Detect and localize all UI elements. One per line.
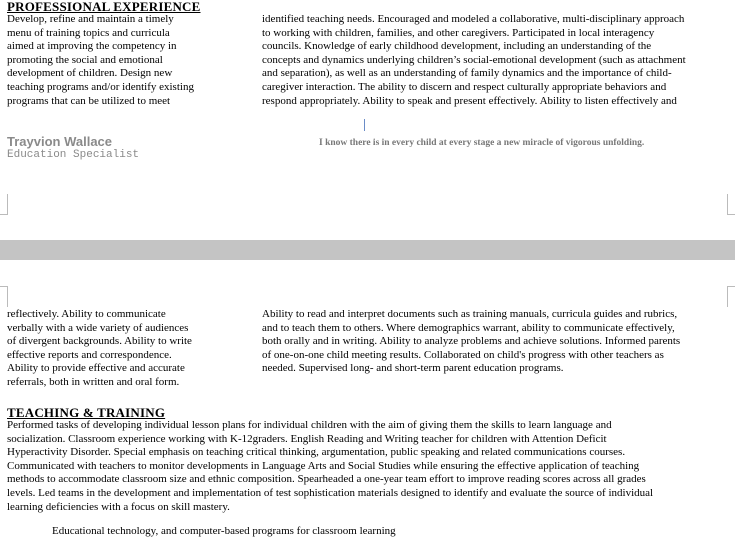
page-gap [0, 240, 735, 260]
teaching-line: learning deficiencies with a focus on skill mastery. [7, 500, 230, 513]
p2-left-line: Ability to provide effective and accurate [7, 362, 185, 375]
teaching-line: socialization. Classroom experience working with K-12graders. English Reading and Writing teacher for children with Attention Deficit [7, 432, 607, 445]
p1-left-line: Develop, refine and maintain a timely [7, 13, 174, 25]
p2-right-line: and to teach them to others. Where demographics warrant, ability to communicate effectively, [262, 321, 675, 334]
p1-right-line: concepts and dynamics underlying children’s social-emotional development (such as attachment [262, 53, 686, 66]
p1-right-line: identified teaching needs. Encouraged and modeled a collaborative, multi-disciplinary approach [262, 13, 685, 25]
p2-right-line: Ability to read and interpret documents such as training manuals, curricula guides and rubrics, [262, 308, 678, 320]
document-page-2 [0, 260, 735, 537]
section-heading-professional-experience: PROFESSIONAL EXPERIENCE [7, 0, 201, 14]
page-corner-bottom-right [727, 194, 735, 215]
document-page-1 [0, 0, 735, 240]
p2-left-line: verbally with a wide variety of audiences [7, 321, 189, 334]
teaching-paragraph [7, 419, 729, 514]
p2-left-line: referrals, both in written and oral form. [7, 375, 180, 388]
teaching-line: Hyperactivity Disorder. Special emphasis on teaching critical thinking, argumentation, public speaking and related communications courses. [7, 446, 626, 459]
teaching-line: Communicated with teachers to monitor developments in Language Arts and Social Studies while ensuring the effective application of teaching [7, 459, 640, 472]
p1-left-line: programs that can be utilized to meet [7, 94, 171, 107]
page-corner-top-left [0, 286, 8, 307]
text-cursor [364, 119, 365, 131]
teaching-line: levels. Led teams in the development and implementation of test sophistication materials designed to identify and evaluate the source of individual [7, 486, 654, 499]
teaching-line: Performed tasks of developing individual lesson plans for individual children with the aim of giving them the skills to learn language and [7, 419, 612, 431]
p1-left-line: teaching programs and/or identify existing [7, 80, 194, 93]
p1-right-line: councils. Knowledge of early childhood development, including an understanding of the [262, 40, 652, 53]
p2-left-line: of divergent backgrounds. Ability to write [7, 335, 192, 348]
left-column [7, 308, 239, 390]
p1-left-line: aimed at improving the competency in [7, 40, 177, 53]
p1-left-line: menu of training topics and curricula [7, 26, 170, 39]
p1-left-line: development of children. Design new [7, 67, 173, 80]
page-corner-top-right [727, 286, 735, 307]
p2-right-line: needed. Supervised long- and short-term parent education programs. [262, 362, 564, 375]
p2-right-line: of one-on-one child meeting results. Collaborated on child's progress with other teachers as [262, 348, 664, 361]
right-column [262, 308, 728, 376]
p2-left-line: effective reports and correspondence. [7, 348, 172, 361]
p1-right-line: and separation), as well as an understanding of family dynamics and the importance of child- [262, 67, 672, 80]
left-column [7, 13, 239, 108]
page-corner-bottom-left [0, 194, 8, 215]
section-heading-teaching-training: TEACHING & TRAINING [7, 405, 166, 420]
p1-left-line: promoting the social and emotional [7, 53, 163, 66]
footer-name: Trayvion Wallace [7, 134, 113, 149]
teaching-line: methods to accommodate classroom size and ethnic composition. Spearheaded a one-year team effort to improve reading scores across all grades [7, 473, 646, 486]
footer-job-title: Education Specialist [7, 149, 140, 161]
p1-right-line: respond appropriately. Ability to speak and present effectively. Ability to listen effectively and [262, 94, 677, 107]
p2-left-line: reflectively. Ability to communicate [7, 308, 166, 320]
cut-off-line: Educational technology, and computer-based programs for classroom learning [52, 525, 396, 537]
right-column [262, 13, 728, 108]
p1-right-line: to working with children, families, and other caregivers. Participated in local interagency [262, 26, 655, 39]
p1-right-line: caregiver interaction. The ability to discern and respect culturally appropriate behaviors and [262, 80, 667, 93]
p2-right-line: both orally and in writing. Ability to analyze problems and achieve solutions. Informed parents [262, 335, 681, 348]
footer-quote: I know there is in every child at every stage a new miracle of vigorous unfolding. [319, 138, 645, 148]
